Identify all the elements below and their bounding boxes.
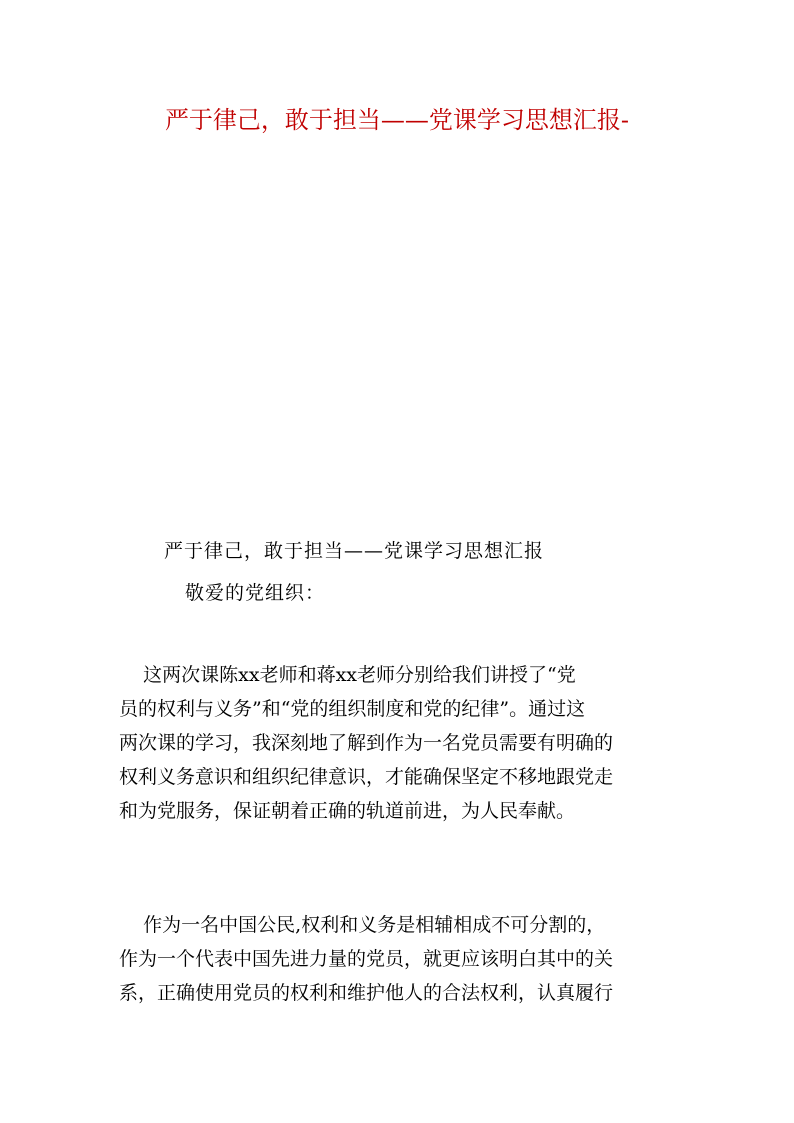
- paragraph-line: 这两次课陈xx老师和蒋xx老师分别给我们讲授了“党: [119, 664, 576, 686]
- paragraph-line: 作为一个代表中国先进力量的党员，就更应该明白其中的关: [119, 948, 614, 970]
- document-title: 严于律己，敢于担当——党课学习思想汇报-: [164, 106, 630, 134]
- paragraph-line: 作为一名中国公民,权利和义务是相辅相成不可分割的，: [119, 914, 606, 936]
- paragraph-2: [119, 908, 675, 1010]
- paragraph-line: 员的权利与义务”和“党的组织制度和党的纪律”。通过这: [119, 698, 586, 720]
- paragraph-line: 系，正确使用党员的权利和维护他人的合法权利，认真履行: [119, 982, 614, 1004]
- paragraph-line: 权利义务意识和组织纪律意识，才能确保坚定不移地跟党走: [119, 766, 614, 788]
- paragraph-line: 两次课的学习，我深刻地了解到作为一名党员需要有明确的: [119, 732, 614, 754]
- document-subtitle: 严于律己，敢于担当——党课学习思想汇报: [164, 540, 545, 562]
- paragraph-1: [119, 658, 675, 828]
- paragraph-line: 和为党服务，保证朝着正确的轨道前进，为人民奉献。: [119, 800, 576, 822]
- salutation: 敬爱的党组织：: [185, 582, 326, 604]
